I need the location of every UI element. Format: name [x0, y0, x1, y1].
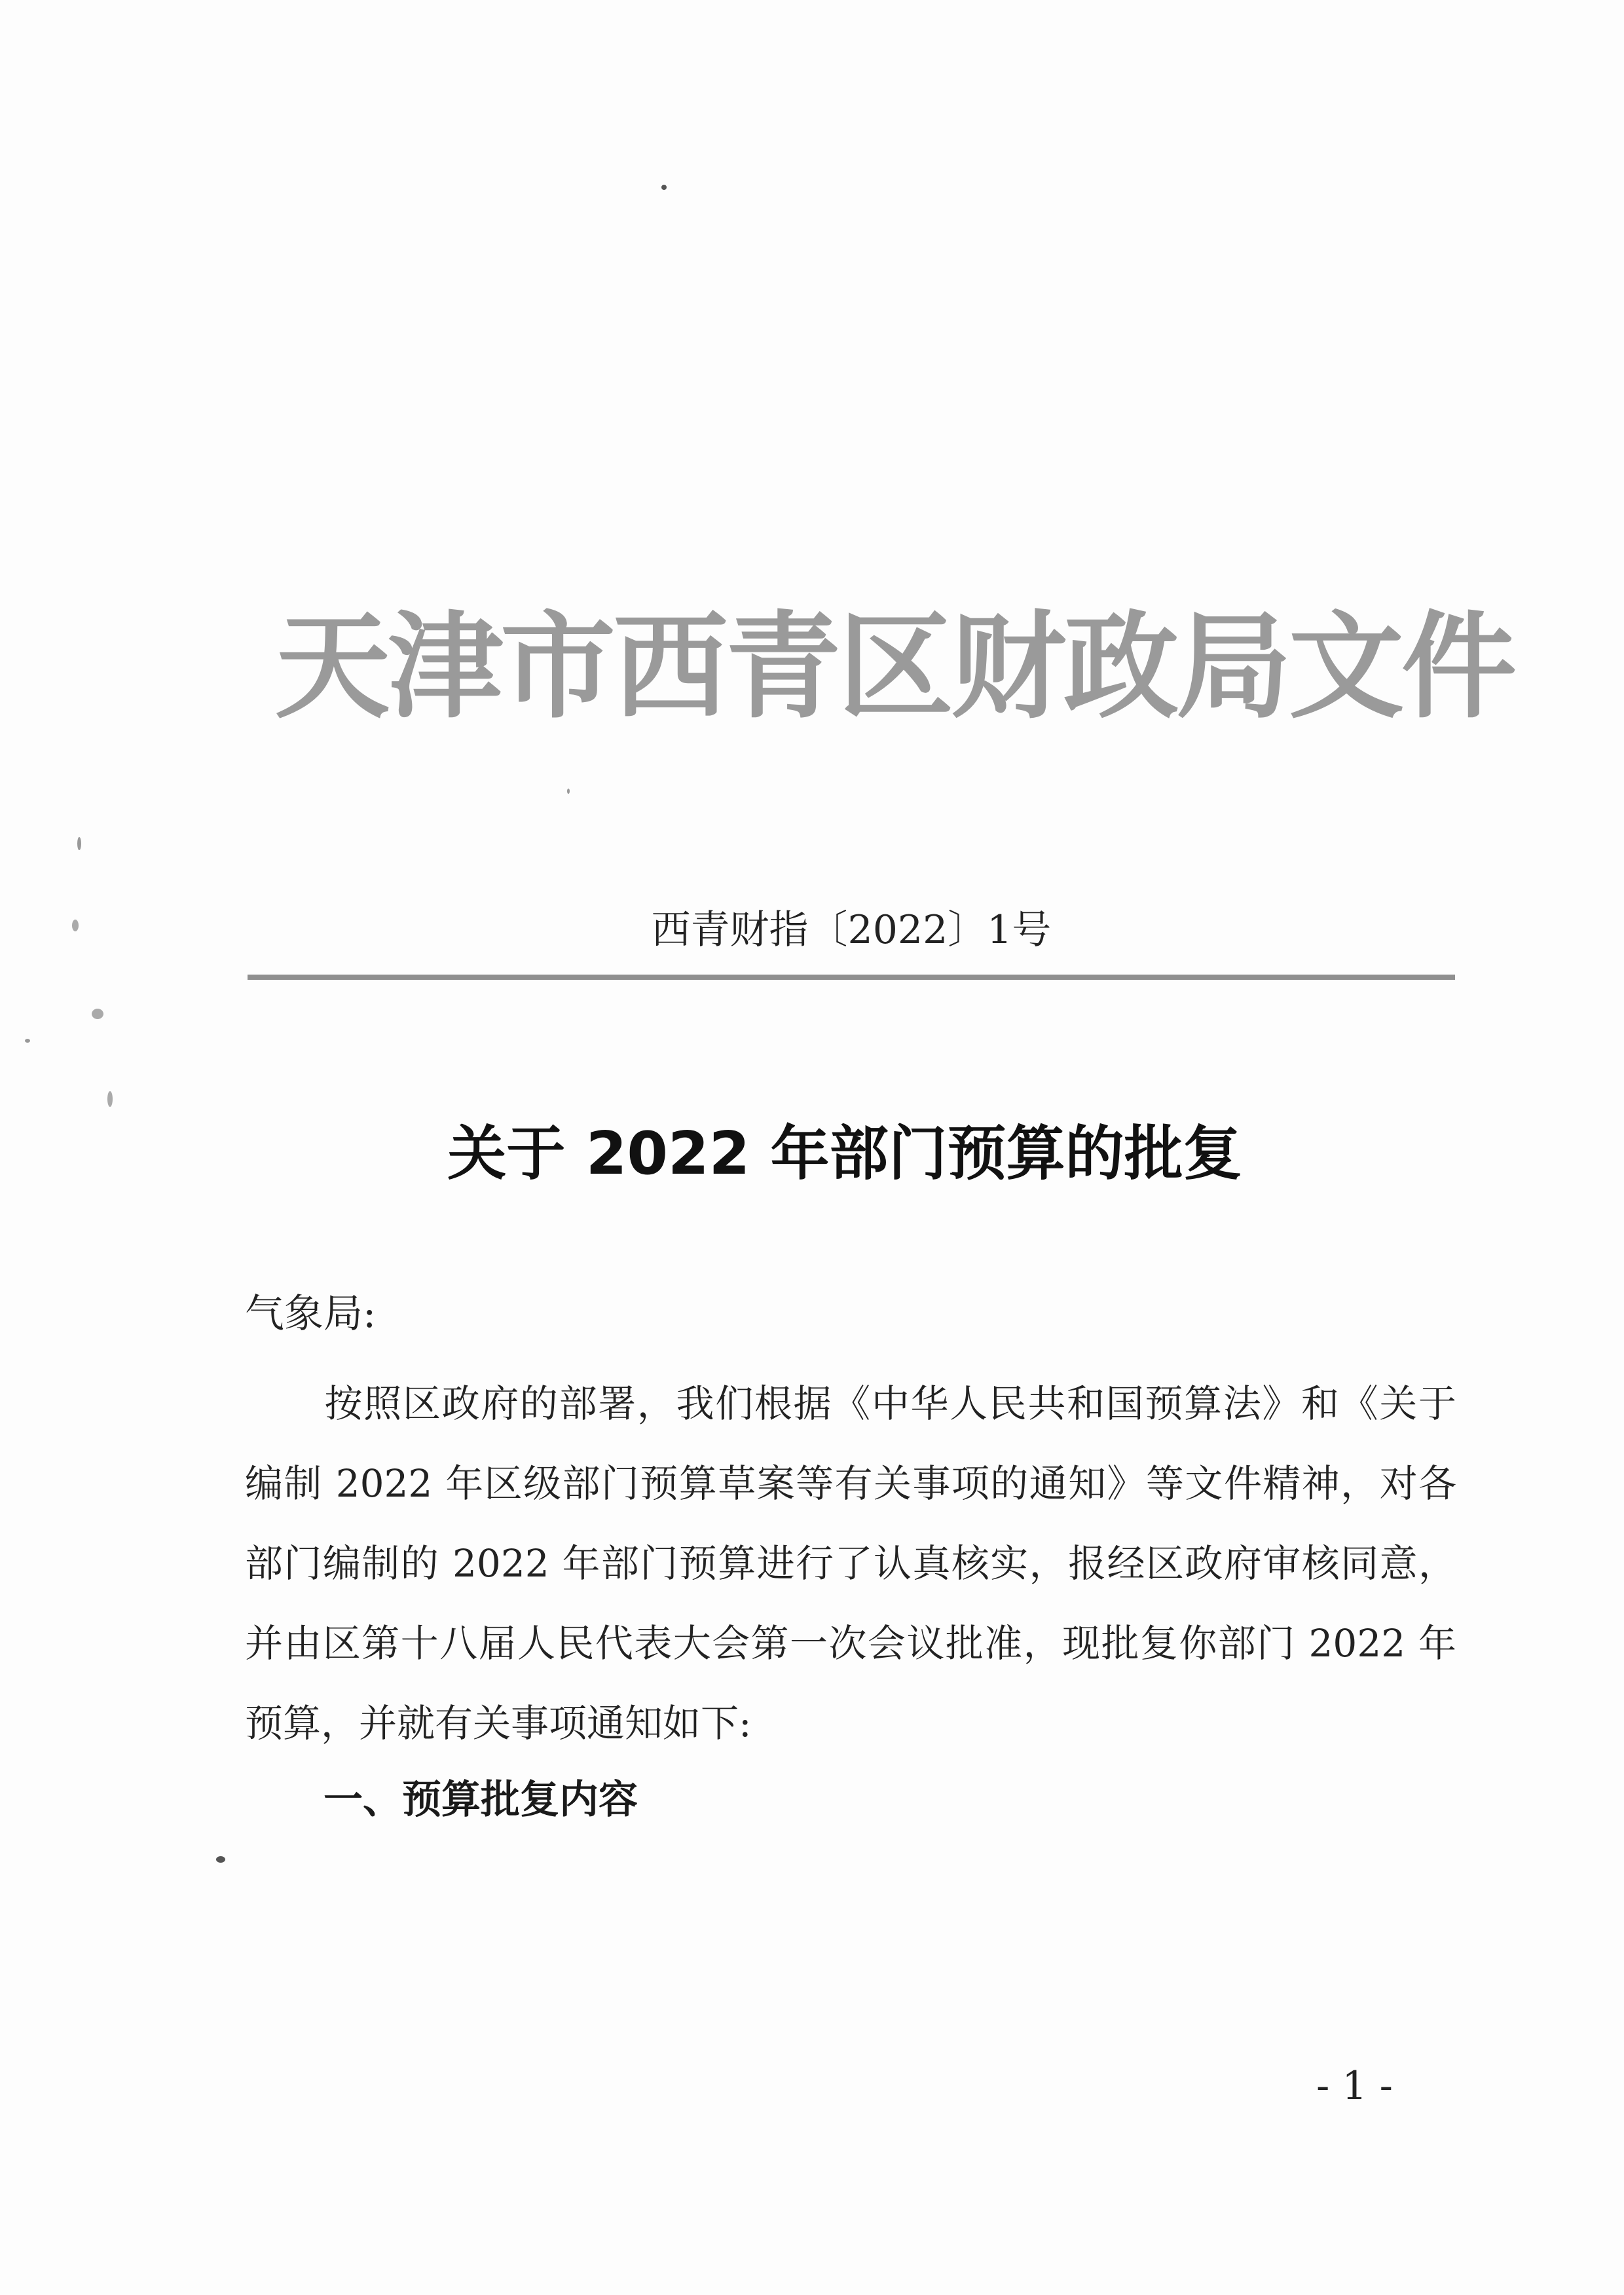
issuer-masthead: 天津市西青区财政局文件: [275, 599, 1515, 734]
scan-speck: [216, 1856, 225, 1863]
body-paragraph-text: 按照区政府的部署，我们根据《中华人民共和国预算法》和《关于编制 2022 年区级部门预算草案等有关事项的通知》等文件精神，对各部门编制的 2022 年部门预算进行了认真核实，报经区政府审核同意，并由区第十八届人民代表大会第一次会议批准，现批复你部门 2022 年预算，并就有关事项通知如下:: [245, 1381, 1456, 1745]
document-number: 西青财指〔2022〕1号: [651, 907, 1052, 953]
scan-speck: [25, 1039, 30, 1043]
addressee: 气象局:: [245, 1291, 377, 1337]
scan-speck: [92, 1009, 103, 1019]
body-paragraph: [245, 1364, 1456, 1763]
scan-speck: [567, 789, 570, 794]
header-divider: [248, 975, 1455, 980]
scan-speck: [77, 837, 81, 850]
scan-speck: [107, 1091, 113, 1107]
scan-speck: [72, 920, 79, 931]
section-heading: 一、预算批复内容: [323, 1777, 638, 1823]
page-number: - 1 -: [1316, 2063, 1393, 2109]
scan-speck: [661, 185, 667, 190]
document-title: 关于 2022 年部门预算的批复: [447, 1119, 1242, 1188]
